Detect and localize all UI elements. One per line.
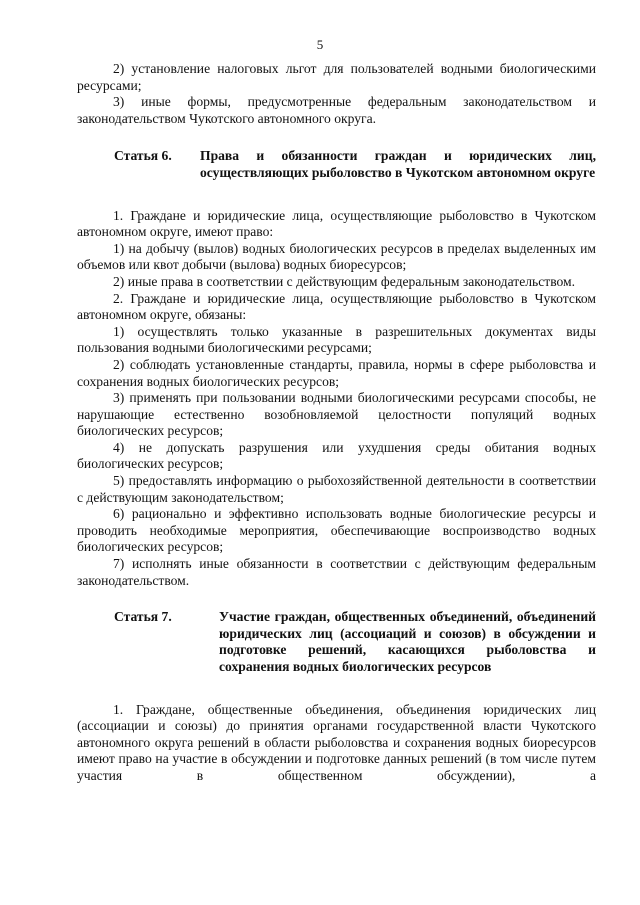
article-6-paragraph: 3) применять при пользовании водными биологическими ресурсами способы, не нарушающие естественно возобновляемой целостности популяций водных биологических ресурсов; [77, 390, 596, 439]
article-6-paragraph: 2. Граждане и юридические лица, осуществляющие рыболовство в Чукотском автономном округе, обязаны: [77, 290, 596, 323]
article-6-paragraph: 4) не допускать разрушения или ухудшения среды обитания водных биологических ресурсов; [77, 439, 596, 472]
article-7-heading [77, 609, 596, 675]
article-6-paragraph: 1) на добычу (вылов) водных биологических ресурсов в пределах выделенных им объемов или квот добычи (вылова) водных биоресурсов; [77, 240, 596, 273]
article-6-label: Статья 6. [114, 148, 172, 164]
article-6-paragraph: 1. Граждане и юридические лица, осуществляющие рыболовство в Чукотском автономном округе, имеют право: [77, 207, 596, 240]
paragraph-intro-1: 2) установление налоговых льгот для пользователей водными биологическими ресурсами; [77, 61, 596, 93]
article-6-heading [77, 148, 596, 181]
article-7-label: Статья 7. [114, 609, 172, 625]
document-body [77, 61, 596, 785]
article-6-paragraph: 6) рационально и эффективно использовать водные биологические ресурсы и проводить необходимые мероприятия, обеспечивающие воспроизводство водных биологических ресурсов; [77, 506, 596, 555]
article-6-paragraph: 1) осуществлять только указанные в разрешительных документах виды пользования водными биологическими ресурсами; [77, 323, 596, 356]
article-6-paragraph: 2) иные права в соответствии с действующим федеральным законодательством. [113, 273, 576, 289]
paragraph-intro-2: 3) иные формы, предусмотренные федеральным законодательством и законодательством Чукотского автономного округа. [77, 94, 596, 126]
article-6-paragraph: 2) соблюдать установленные стандарты, правила, нормы в сфере рыболовства и сохранения водных биологических ресурсов; [77, 356, 596, 389]
page-number: 5 [316, 37, 324, 52]
article-7-title: Участие граждан, общественных объединений, объединений юридических лиц (ассоциаций и союзов) в обсуждении и подготовке решений, касающихся рыболовства и сохранения водных биологических ресурсов [219, 609, 596, 674]
article-6-paragraph: 5) предоставлять информацию о рыбохозяйственной деятельности в соответствии с действующим законодательством; [77, 473, 596, 505]
article-6-title: Права и обязанности граждан и юридических лиц, осуществляющих рыболовство в Чукотском автономном округе [200, 148, 596, 180]
article-6-paragraph: 7) исполнять иные обязанности в соответствии с действующим федеральным законодательством. [77, 556, 596, 588]
article-7-paragraph: 1. Граждане, общественные объединения, объединения юридических лиц (ассоциации и союзы) до принятия органами государственной власти Чукотского автономного округа решений в области рыболовства и сохранения водных биоресурсов имеют право на участие в обсуждении и подготовке данных решений (в том числе путем участия в общественном обсуждении), а [77, 701, 596, 783]
